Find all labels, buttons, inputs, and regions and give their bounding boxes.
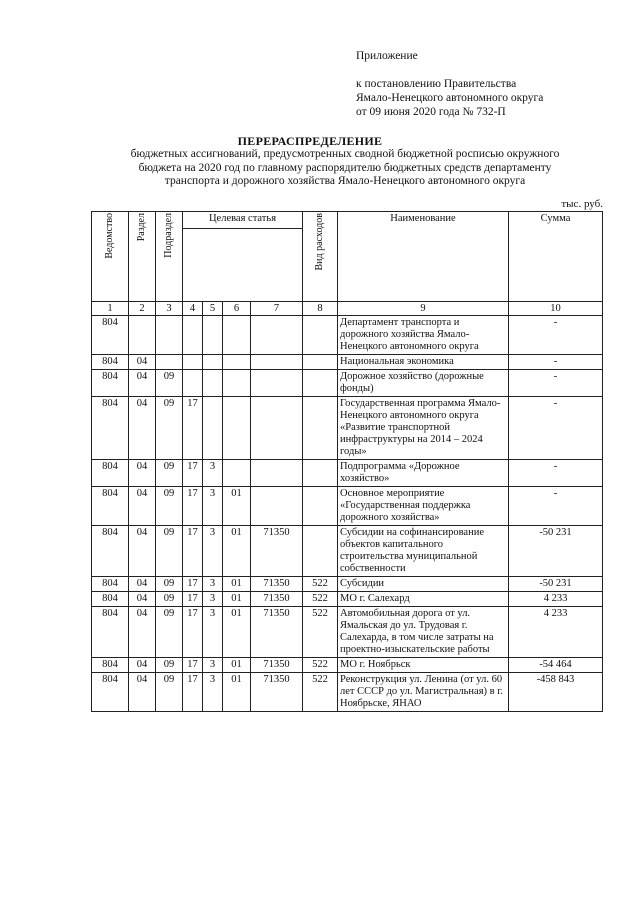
cell-c6: 01 [223,577,251,592]
header-celevaya: Целевая статья [183,212,303,229]
cell-c8 [303,526,338,577]
table-body [92,316,603,712]
cell-c8 [303,316,338,355]
cell-c3: 09 [156,526,183,577]
cell-sum: -50 231 [509,577,603,592]
cell-sum: - [509,370,603,397]
cell-c6 [223,370,251,397]
cell-c7 [251,316,303,355]
cell-sum: -54 464 [509,658,603,673]
cell-c4: 17 [183,487,203,526]
table-row [92,316,603,355]
cell-name: Государственная программа Ямало-Ненецкого автономного округа «Развитие транспортной инфраструктуры на 2014 – 2024 годы» [338,397,509,460]
cell-c1: 804 [92,658,129,673]
cell-c8: 522 [303,577,338,592]
cell-c3 [156,316,183,355]
cell-c8 [303,355,338,370]
col-number: 9 [338,302,509,316]
cell-c4 [183,370,203,397]
cell-c5 [203,355,223,370]
cell-c7: 71350 [251,526,303,577]
cell-c4: 17 [183,658,203,673]
cell-c4: 17 [183,673,203,712]
units-label: тыс. руб. [561,198,603,210]
cell-sum: -458 843 [509,673,603,712]
budget-table [91,211,603,712]
cell-sum: 4 233 [509,607,603,658]
cell-c6 [223,316,251,355]
cell-c8 [303,397,338,460]
cell-c2 [129,316,156,355]
cell-c7 [251,487,303,526]
header-vedomstvo [92,212,129,302]
table-row [92,355,603,370]
table-row [92,673,603,712]
header-podrazdel-text: Подраздел [163,213,174,258]
cell-sum: - [509,460,603,487]
cell-c5: 3 [203,658,223,673]
cell-c2: 04 [129,577,156,592]
cell-c6 [223,355,251,370]
cell-c7 [251,397,303,460]
document-title: ПЕРЕРАСПРЕДЕЛЕНИЕ [237,134,383,148]
appendix-line-2: к постановлению Правительства [356,78,517,90]
cell-name: Реконструкция ул. Ленина (от ул. 60 лет СССР до ул. Магистральная) в г. Ноябрьске, ЯНАО [338,673,509,712]
table-row [92,460,603,487]
cell-c1: 804 [92,487,129,526]
cell-c6: 01 [223,658,251,673]
cell-name: Автомобильная дорога от ул. Ямальская до ул. Трудовая г. Салехарда, в том числе затраты на проектно-изыскательские работы [338,607,509,658]
cell-c4: 17 [183,526,203,577]
cell-c5: 3 [203,487,223,526]
cell-c6: 01 [223,592,251,607]
col-number: 10 [509,302,603,316]
cell-c2: 04 [129,592,156,607]
appendix-line-4: от 09 июня 2020 года № 732-П [356,106,506,118]
cell-c6: 01 [223,487,251,526]
cell-name: Департамент транспорта и дорожного хозяйства Ямало-Ненецкого автономного округа [338,316,509,355]
table-row [92,658,603,673]
cell-sum: - [509,487,603,526]
table-row [92,592,603,607]
cell-name: МО г. Салехард [338,592,509,607]
col-number: 7 [251,302,303,316]
cell-c6: 01 [223,526,251,577]
cell-c2: 04 [129,526,156,577]
cell-c8: 522 [303,592,338,607]
cell-c8 [303,370,338,397]
header-razdel-text: Раздел [136,213,147,242]
cell-c2: 04 [129,397,156,460]
cell-c1: 804 [92,592,129,607]
cell-c3: 09 [156,658,183,673]
subtitle-line-2: бюджета на 2020 год по главному распорядителю бюджетных средств департаменту [138,161,552,174]
cell-c7 [251,460,303,487]
cell-c2: 04 [129,673,156,712]
cell-name: МО г. Ноябрьск [338,658,509,673]
cell-c8: 522 [303,673,338,712]
cell-c6: 01 [223,607,251,658]
cell-c3: 09 [156,592,183,607]
cell-name: Дорожное хозяйство (дорожные фонды) [338,370,509,397]
cell-name: Подпрограмма «Дорожное хозяйство» [338,460,509,487]
cell-c1: 804 [92,673,129,712]
cell-c7: 71350 [251,577,303,592]
cell-name: Основное мероприятие «Государственная поддержка дорожного хозяйства» [338,487,509,526]
cell-c1: 804 [92,316,129,355]
cell-c5: 3 [203,460,223,487]
cell-c3: 09 [156,397,183,460]
cell-c4 [183,355,203,370]
cell-c1: 804 [92,607,129,658]
cell-c2: 04 [129,487,156,526]
cell-c7: 71350 [251,592,303,607]
column-number-row [92,302,603,316]
cell-c1: 804 [92,397,129,460]
col-number: 4 [183,302,203,316]
table-row [92,370,603,397]
cell-c8 [303,460,338,487]
cell-c3: 09 [156,577,183,592]
cell-c5: 3 [203,577,223,592]
cell-name: Субсидии [338,577,509,592]
cell-c3 [156,355,183,370]
cell-c5: 3 [203,607,223,658]
cell-c4: 17 [183,460,203,487]
cell-c3: 09 [156,370,183,397]
cell-c3: 09 [156,607,183,658]
col-number: 3 [156,302,183,316]
cell-c6 [223,460,251,487]
cell-sum: - [509,397,603,460]
cell-c2: 04 [129,607,156,658]
table-row [92,607,603,658]
col-number: 6 [223,302,251,316]
appendix-line-3: Ямало-Ненецкого автономного округа [356,92,544,104]
cell-c2: 04 [129,658,156,673]
cell-c8: 522 [303,658,338,673]
table-row [92,577,603,592]
cell-c5 [203,370,223,397]
cell-c1: 804 [92,526,129,577]
cell-c2: 04 [129,370,156,397]
cell-c5 [203,397,223,460]
cell-c7: 71350 [251,658,303,673]
cell-sum: - [509,316,603,355]
cell-c1: 804 [92,355,129,370]
cell-c8: 522 [303,607,338,658]
cell-c4: 17 [183,592,203,607]
cell-sum: - [509,355,603,370]
appendix-line-1: Приложение [356,50,418,62]
col-number: 2 [129,302,156,316]
header-podrazdel [156,212,183,302]
cell-c6 [223,397,251,460]
cell-c2: 04 [129,355,156,370]
appendix-block [356,49,543,119]
header-vid-text: Вид расходов [314,213,325,271]
cell-c7 [251,355,303,370]
cell-name: Национальная экономика [338,355,509,370]
cell-c8 [303,487,338,526]
cell-c4: 17 [183,397,203,460]
header-sum: Сумма [509,212,603,302]
cell-c1: 804 [92,460,129,487]
document-subtitle [95,148,595,189]
cell-c1: 804 [92,577,129,592]
col-number: 5 [203,302,223,316]
cell-c4 [183,316,203,355]
header-vid [303,212,338,302]
table-row [92,487,603,526]
cell-name: Субсидии на софинансирование объектов капитального строительства муниципальной собственности [338,526,509,577]
cell-c6: 01 [223,673,251,712]
header-vedomstvo-text: Ведомство [104,213,115,259]
table-row [92,397,603,460]
col-number: 1 [92,302,129,316]
col-number: 8 [303,302,338,316]
cell-c3: 09 [156,487,183,526]
header-razdel [129,212,156,302]
header-celevaya-body [183,229,303,302]
cell-c1: 804 [92,370,129,397]
cell-c7: 71350 [251,607,303,658]
cell-c4: 17 [183,577,203,592]
cell-c5: 3 [203,526,223,577]
cell-c7: 71350 [251,673,303,712]
cell-c2: 04 [129,460,156,487]
cell-sum: -50 231 [509,526,603,577]
cell-sum: 4 233 [509,592,603,607]
cell-c3: 09 [156,673,183,712]
table-row [92,526,603,577]
cell-c3: 09 [156,460,183,487]
cell-c5: 3 [203,673,223,712]
header-name: Наименование [338,212,509,302]
subtitle-line-1: бюджетных ассигнований, предусмотренных сводной бюджетной росписью окружного [130,148,560,160]
cell-c7 [251,370,303,397]
cell-c5 [203,316,223,355]
cell-c4: 17 [183,607,203,658]
cell-c5: 3 [203,592,223,607]
subtitle-line-3: транспорта и дорожного хозяйства Ямало-Ненецкого автономного округа [164,175,526,187]
